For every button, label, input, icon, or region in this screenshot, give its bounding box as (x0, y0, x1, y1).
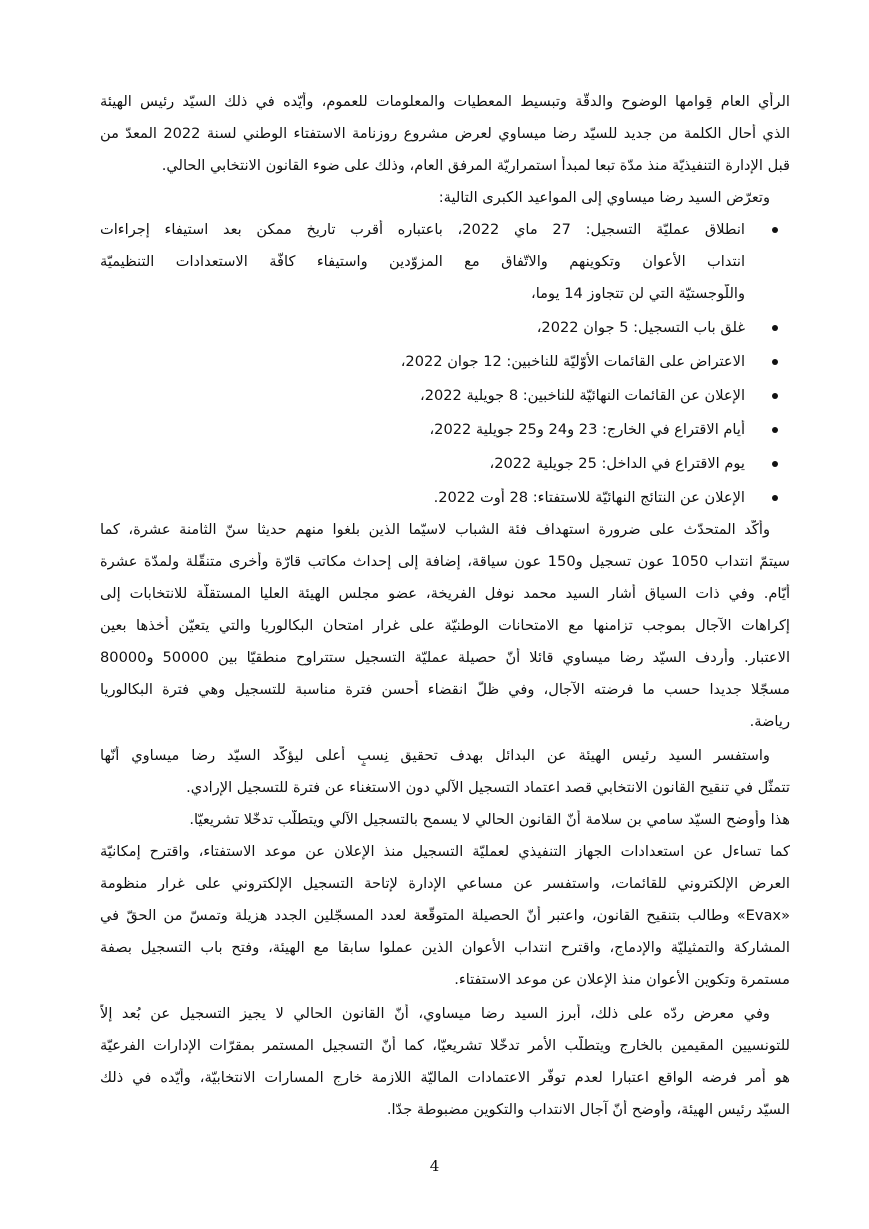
text-line: أيام الاقتراع في الخارج: 23 و24 و25 جويلية 2022، (429, 421, 745, 438)
text-line: مسجّلا جديدا حسب ما فرضته الآجال، وفي ظلّ انقضاء أحسن فترة مناسبة للتسجيل وهي فترة البكالوريا (100, 681, 790, 698)
text-line: الرأي العام قِوامها الوضوح والدقّة وتبسيط المعطيات والمعلومات للعموم، وأيّده في ذلك السيّد رئيس الهيئة (100, 93, 790, 110)
list-item (100, 352, 790, 372)
text-line: إكراهات الآجال بموجب تزامنها مع الامتحانات الوطنيّة على غرار امتحان البكالوريا والتي يتعيّن أخذها بعين (100, 617, 790, 634)
text-line: الاعتبار. وأردف السيّد رضا ميساوي قائلا أنّ حصيلة عمليّة التسجيل ستتراوح منطقيّا بين 50000 و80000 (100, 649, 790, 666)
list-item (100, 454, 790, 474)
list-item (100, 318, 790, 338)
text-line: وفي معرض ردّه على ذلك، أبرز السيد رضا ميساوي، أنّ القانون الحالي لا يجيز التسجيل عن بُعد إلاّ (100, 1005, 770, 1022)
text-line: رياضة. (749, 713, 790, 730)
bullet-icon (772, 325, 778, 331)
paragraph (100, 810, 790, 990)
text-line: انطلاق عمليّة التسجيل: 27 ماي 2022، باعتباره أقرب تاريخ ممكن بعد استيفاء إجراءات (100, 221, 745, 238)
text-line: كما تساءل عن استعدادات الجهاز التنفيذي لعمليّة التسجيل منذ الإعلان عن موعد الاستفتاء، واقترح إمكانيّة (100, 843, 790, 860)
lead-line: وتعرّض السيد رضا ميساوي إلى المواعيد الكبرى التالية: (438, 189, 770, 206)
text-line: الإعلان عن النتائج النهائيّة للاستفتاء: 28 أوت 2022. (433, 489, 745, 506)
paragraph (100, 746, 790, 798)
text-line: تتمثّل في تنقيح القانون الانتخابي قصد اعتماد التسجيل الآلي دون الاستغناء عن فترة للتسجيل الإرادي. (186, 779, 790, 796)
text-line: مستمرة وتكوين الأعوان منذ الإعلان عن موعد الاستفتاء. (454, 971, 790, 988)
text-line: الاعتراض على القائمات الأوّليّة للناخبين: 12 جوان 2022، (400, 353, 745, 370)
text-line: وأكّد المتحدّث على ضرورة استهداف فئة الشباب لاسيّما الذين بلغوا منهم حديثا سنّ الثامنة عشرة، كما (100, 521, 770, 538)
bullet-icon (772, 461, 778, 467)
text-line: واللّوجستيّة التي لن تتجاوز 14 يوما، (531, 285, 745, 302)
intro-paragraph (100, 92, 790, 208)
bullet-icon (772, 227, 778, 233)
paragraph (100, 520, 790, 732)
bullet-icon (772, 359, 778, 365)
text-line: سيتمّ انتداب 1050 عون تسجيل و150 عون سياقة، إضافة إلى إحداث مكاتب قارّة وأخرى متنقّلة ولمدّة عشرة (100, 553, 790, 570)
list-item (100, 420, 790, 440)
text-line: الإعلان عن القائمات النهائيّة للناخبين: 8 جويلية 2022، (419, 387, 745, 404)
text-line: يوم الاقتراع في الداخل: 25 جويلية 2022، (489, 455, 745, 472)
list-item (100, 220, 790, 304)
text-line: أيّام. وفي ذات السياق أشار السيد محمد نوفل الفريخة، عضو مجلس الهيئة العليا المستقلّة للانتخابات إلى (100, 585, 790, 602)
list-item (100, 488, 790, 508)
text-line: المشاركة والتمثيليّة والإدماج، واقترح انتداب الأعوان الذين عملوا سابقا مع الهيئة، وفتح باب التسجيل بصفة (100, 939, 790, 956)
page-number: 4 (429, 1157, 440, 1175)
text-line: السيّد رئيس الهيئة، وأوضح أنّ آجال الانتداب والتكوين مضبوطة جدّا. (386, 1101, 790, 1118)
bullet-icon (772, 495, 778, 501)
paragraph (100, 1004, 790, 1120)
text-line: للتونسيين المقيمين بالخارج ويتطلّب الأمر تدخّلا تشريعيّا، كما أنّ التسجيل المستمر بمقرّات الإدارات الفرعيّة (100, 1037, 790, 1054)
dates-list (100, 220, 790, 508)
text-line: هو أمر فرضه الواقع اعتبارا لعدم توفّر الاعتمادات الماليّة اللازمة خارج المسارات الانتخابيّة، وأيّده في ذلك (100, 1069, 790, 1086)
text-line: «Evax» وطالب بتنقيح القانون، واعتبر أنّ الحصيلة المتوقّعة لعدد المسجّلين الجدد هزيلة وتمسّ من الحقّ في (100, 907, 790, 924)
text-line: هذا وأوضح السيّد سامي بن سلامة أنّ القانون الحالي لا يسمح بالتسجيل الآلي ويتطلّب تدخّلا تشريعيّا. (189, 811, 790, 828)
text-line: انتداب الأعوان وتكوينهم والاتّفاق مع المزوّدين واستيفاء كافّة الاستعدادات التنظيميّة (100, 253, 745, 270)
text-line: العرض الإلكتروني للقائمات، واستفسر عن مساعي الإدارة لإتاحة التسجيل الإلكتروني على غرار منظومة (100, 875, 790, 892)
document-body (100, 92, 790, 1120)
list-item (100, 386, 790, 406)
text-line: غلق باب التسجيل: 5 جوان 2022، (536, 319, 745, 336)
bullet-icon (772, 393, 778, 399)
bullet-icon (772, 427, 778, 433)
text-line: واستفسر السيد رئيس الهيئة عن البدائل بهدف تحقيق نِسبٍ أعلى ليؤكّد السيّد رضا ميساوي أنّها (100, 747, 770, 764)
text-line: الذي أحال الكلمة من جديد للسيّد رضا ميساوي لعرض مشروع روزنامة الاستفتاء الوطني لسنة 2022 المعدّ من (100, 125, 790, 142)
text-line: قبل الإدارة التنفيذيّة منذ مدّة تبعا لمبدأ استمراريّة المرفق العام، وذلك على ضوء القانون الانتخابي الحالي. (161, 157, 790, 174)
